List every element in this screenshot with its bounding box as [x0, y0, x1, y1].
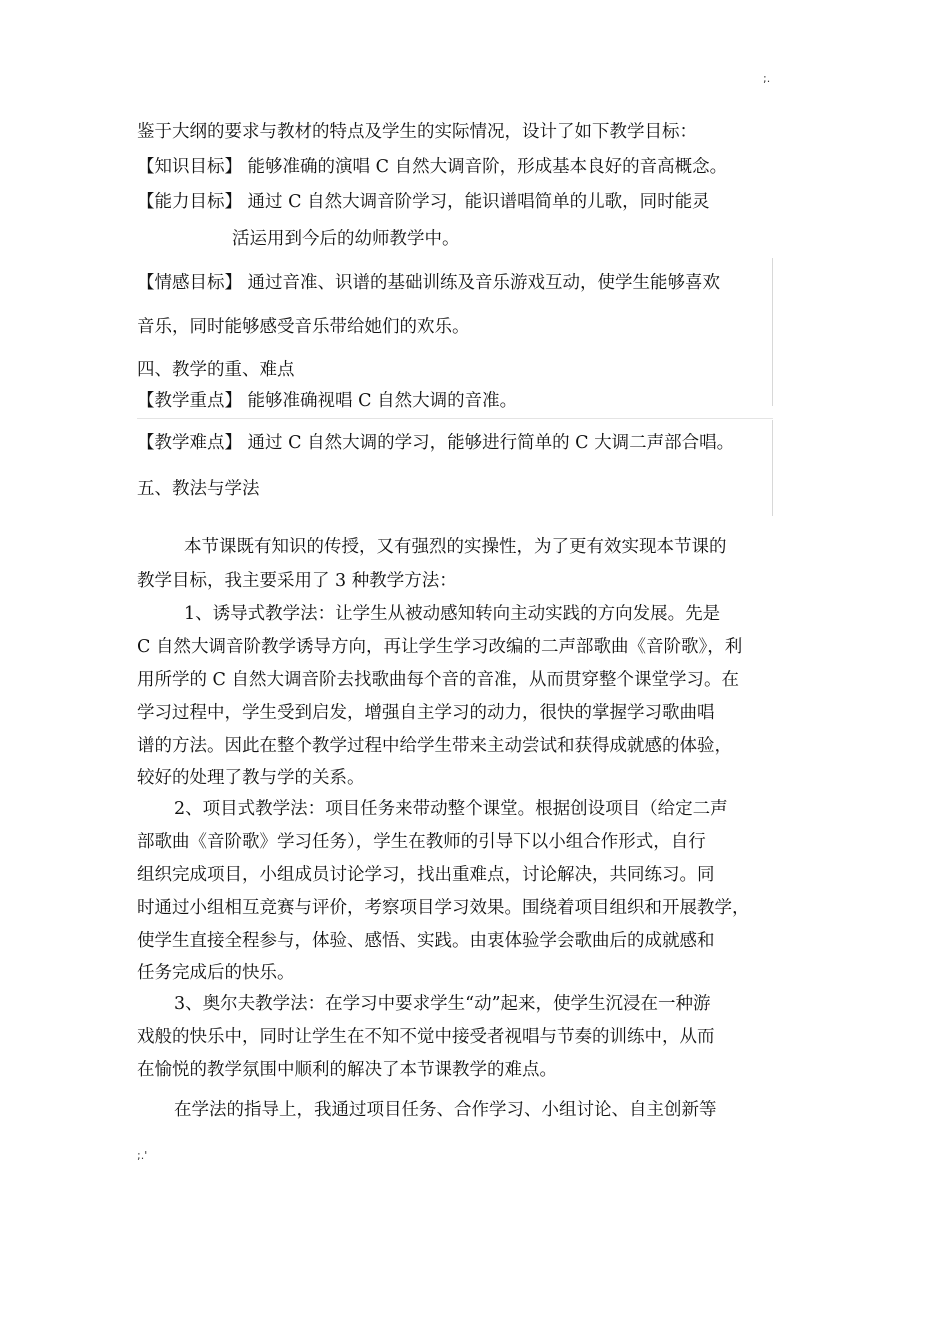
intro-paragraph-line: 本节课既有知识的传授，又有强烈的实操性，为了更有效实现本节课的 — [184, 537, 727, 557]
knowledge-goal: 【知识目标】 能够准确的演唱 C 自然大调音阶，形成基本良好的音高概念。 — [137, 157, 728, 177]
method3-line: 在愉悦的教学氛围中顺利的解决了本节课教学的难点。 — [137, 1060, 557, 1080]
intro-paragraph-line: 教学目标，我主要采用了 3 种教学方法： — [137, 571, 457, 591]
method1-line: 1、诱导式教学法：让学生从被动感知转向主动实践的方向发展。先是 — [184, 604, 721, 624]
ability-goal-line-1: 【能力目标】 通过 C 自然大调音阶学习，能识谱唱简单的儿歌，同时能灵 — [137, 192, 710, 212]
method1-line: 学习过程中，学生受到启发，增强自主学习的动力，很快的掌握学习歌曲唱 — [137, 703, 715, 723]
difficult-point: 【教学难点】 通过 C 自然大调的学习，能够进行简单的 C 大调二声部合唱。 — [137, 433, 735, 453]
method3-line: 戏般的快乐中，同时让学生在不知不觉中接受者视唱与节奏的训练中，从而 — [137, 1027, 715, 1047]
emotion-goal-line-2: 音乐，同时能够感受音乐带给她们的欢乐。 — [137, 317, 470, 337]
method1-line: 谱的方法。因此在整个教学过程中给学生带来主动尝试和获得成就感的体验， — [137, 736, 732, 756]
section5-heading: 五、教法与学法 — [137, 479, 260, 499]
method2-line: 组织完成项目，小组成员讨论学习，找出重难点，讨论解决，共同练习。同 — [137, 865, 715, 885]
method2-line: 时通过小组相互竞赛与评价，考察项目学习效果。围绕着项目组织和开展教学， — [137, 898, 750, 918]
header-corner-mark: ;. — [763, 72, 771, 85]
method1-line: 较好的处理了教与学的关系。 — [137, 768, 365, 788]
method2-line: 2、项目式教学法：项目任务来带动整个课堂。根据创设项目（给定二声 — [174, 799, 728, 819]
key-point: 【教学重点】 能够准确视唱 C 自然大调的音准。 — [137, 391, 518, 411]
method2-line: 部歌曲《音阶歌》学习任务），学生在教师的引导下以小组合作形式，自行 — [137, 832, 706, 852]
border-line-horizontal — [137, 418, 773, 419]
method1-line: 用所学的 C 自然大调音阶去找歌曲每个音的音准，从而贯穿整个课堂学习。在 — [137, 670, 740, 690]
border-line-right-lower — [772, 420, 773, 516]
ability-goal-line-2: 活运用到今后的幼师教学中。 — [232, 229, 460, 249]
method2-line: 任务完成后的快乐。 — [137, 963, 295, 983]
method1-line: C 自然大调音阶教学诱导方向，再让学生学习改编的二声部歌曲《音阶歌》，利 — [137, 637, 743, 657]
section4-heading: 四、教学的重、难点 — [137, 360, 295, 380]
border-line-right-upper — [772, 258, 773, 406]
footer-corner-mark: ;.' — [137, 1149, 148, 1162]
goals-intro: 鉴于大纲的要求与教材的特点及学生的实际情况，设计了如下教学目标： — [137, 122, 697, 142]
method2-line: 使学生直接全程参与，体验、感悟、实践。由衷体验学会歌曲后的成就感和 — [137, 931, 715, 951]
method3-line: 3、奥尔夫教学法：在学习中要求学生“动”起来，使学生沉浸在一种游 — [174, 994, 711, 1014]
study-method-line: 在学法的指导上，我通过项目任务、合作学习、小组讨论、自主创新等 — [174, 1100, 717, 1120]
emotion-goal-line-1: 【情感目标】 通过音准、识谱的基础训练及音乐游戏互动，使学生能够喜欢 — [137, 273, 721, 293]
